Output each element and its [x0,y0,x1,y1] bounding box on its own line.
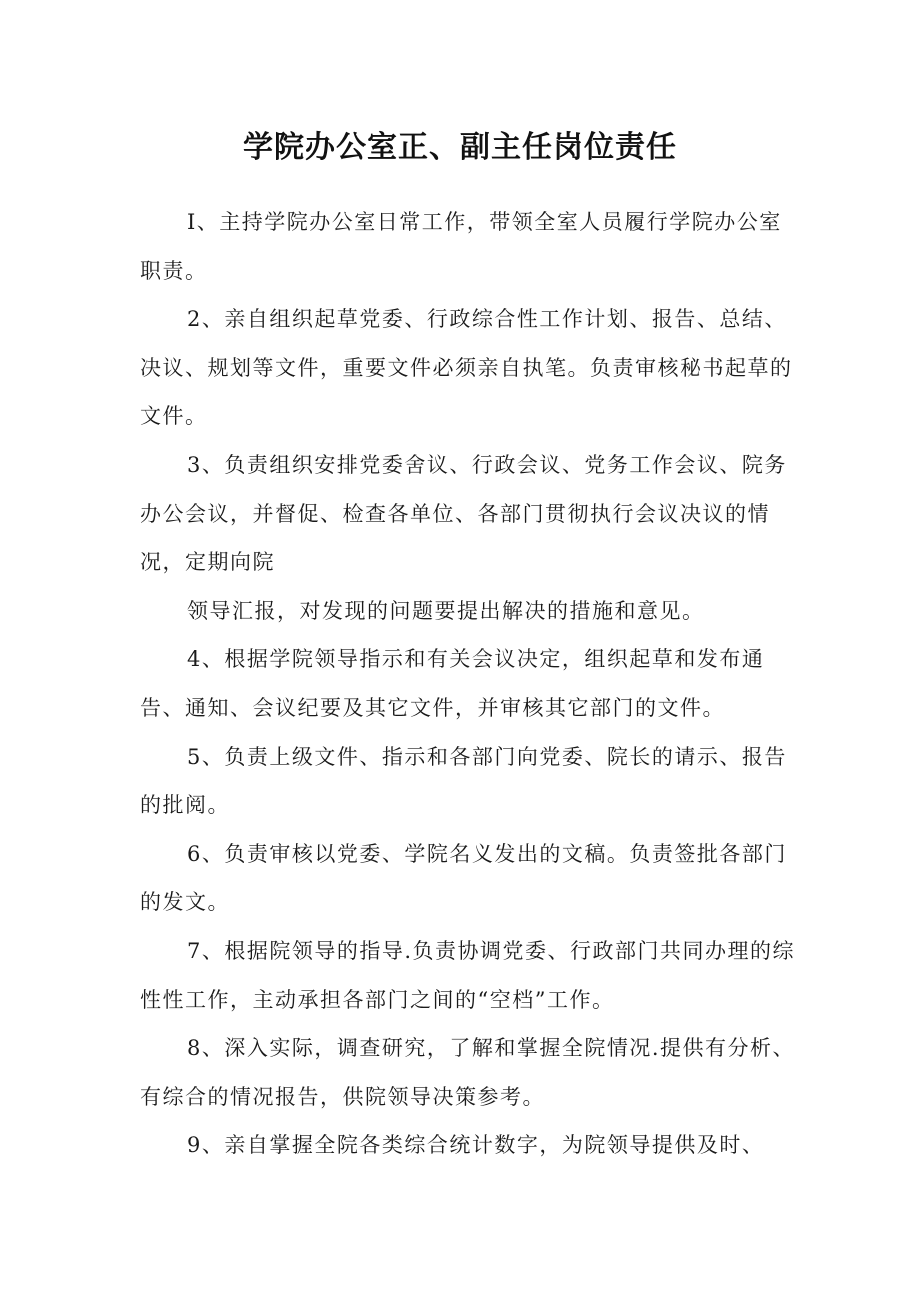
paragraph-3: 3、负责组织安排党委舍议、行政会议、党务工作会议、院务办公会议，并督促、检查各单位、各部门贯彻执行会议决议的情况，定期向院 [140,452,787,575]
paragraph-7: 7、根据院领导的指导.负责协调党委、行政部门共同办理的综性性工作，主动承担各部门之间的“空档”工作。 [140,938,796,1012]
document-body [140,198,800,1170]
paragraph-9: 9、亲自掌握全院各类综合统计数字，为院领导提供及时、 [187,1133,765,1158]
paragraph-5: 5、负责上级文件、指示和各部门向党委、院长的请示、报告的批阅。 [140,744,787,818]
paragraph-4: 4、根据学院领导指示和有关会议决定，组织起草和发布通告、通知、会议纪要及其它文件，并审核其它部门的文件。 [140,647,765,720]
paragraph-2: 2、亲自组织起草党委、行政综合性工作计划、报告、总结、决议、规划等文件，重要文件必须亲自执笔。负责审核秘书起草的文件。 [140,307,793,429]
paragraph-3-continued: 领导汇报，对发现的问题要提出解决的措施和意见。 [187,598,705,623]
paragraph-8: 8、深入实际，调查研究，了解和掌握全院情况.提供有分析、有综合的情况报告，供院领导决策参考。 [140,1036,796,1109]
paragraph-1: I、主持学院办公室日常工作，带领全室人员履行学院办公室职责。 [140,210,782,283]
document-title: 学院办公室正、副主任岗位责任 [243,130,677,165]
paragraph-6: 6、负责审核以党委、学院名义发出的文稿。负责签批各部门的发文。 [140,841,787,915]
